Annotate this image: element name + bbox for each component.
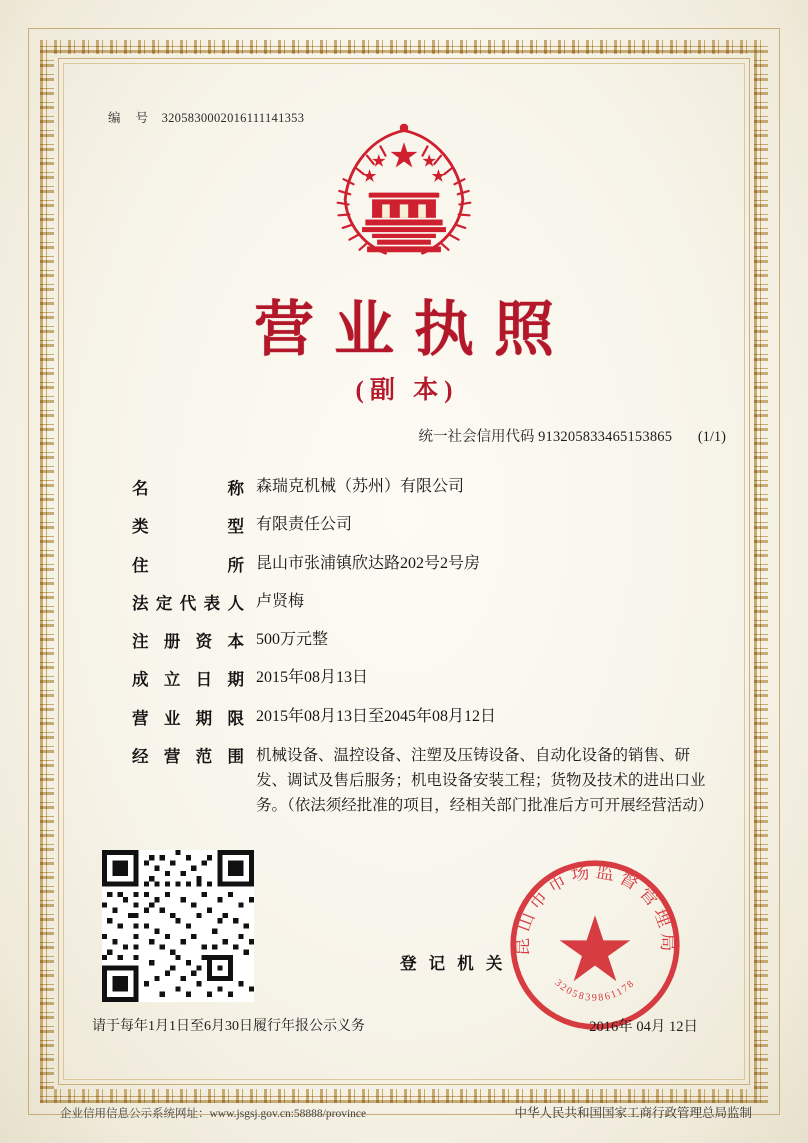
annual-report-notice: 请于每年1月1日至6月30日履行年报公示义务 <box>92 1019 365 1034</box>
field-row-term <box>132 705 714 730</box>
svg-text:3205839861178: 3205839861178 <box>552 977 638 1004</box>
field-label-type <box>132 513 244 537</box>
label-char: 本 <box>227 632 244 652</box>
page-title: 营业执照 <box>254 295 574 365</box>
official-seal <box>502 852 688 1038</box>
footer-issuer: 中华人民共和国国家工商行政管理总局监制 <box>514 1106 752 1120</box>
credit-code-label: 统一社会信用代码 <box>418 429 535 445</box>
page-indicator: (1/1) <box>697 429 726 445</box>
field-row-name <box>132 475 714 500</box>
field-label-legal-rep <box>132 590 244 614</box>
svg-text:昆山市市场监督管理局: 昆山市市场监督管理局 <box>511 861 679 957</box>
label-char: 表 <box>203 593 221 613</box>
field-row-type <box>132 513 714 538</box>
field-value-establish-date: 2015年08月13日 <box>256 669 369 687</box>
label-char: 营 <box>132 708 149 728</box>
page-subtitle: (副 本) <box>355 377 459 404</box>
label-char: 所 <box>227 555 244 575</box>
serial-number-line <box>108 108 304 126</box>
field-label-establish-date <box>132 666 244 690</box>
field-row-legal-rep <box>132 590 714 615</box>
license-fields <box>132 475 714 832</box>
field-value-address: 昆山市张浦镇欣达路202号2号房 <box>256 554 481 572</box>
field-row-establish-date <box>132 666 714 691</box>
label-char: 法 <box>132 593 149 613</box>
label-char: 营 <box>163 747 181 767</box>
label-char: 型 <box>227 517 244 537</box>
issue-date: 2016年 04月 12日 <box>589 1019 698 1035</box>
registrar-label: 登 记 机 关 <box>400 954 507 973</box>
field-value-name: 森瑞克机械（苏州）有限公司 <box>256 478 465 495</box>
field-row-address <box>132 552 714 577</box>
label-char: 经 <box>132 747 149 767</box>
document-content <box>70 70 738 1073</box>
label-char: 业 <box>163 708 181 728</box>
field-label-capital <box>132 628 244 652</box>
qr-code <box>102 850 254 1002</box>
label-char: 成 <box>132 670 149 690</box>
field-row-capital <box>132 628 714 653</box>
label-char: 名 <box>132 479 149 498</box>
label-char: 范 <box>195 747 213 767</box>
label-char: 期 <box>227 670 244 690</box>
label-char: 资 <box>195 632 213 652</box>
field-label-term <box>132 705 244 729</box>
label-char: 住 <box>132 555 149 575</box>
field-row-business-scope <box>132 743 714 818</box>
field-label-address <box>132 552 244 576</box>
national-emblem-icon <box>320 112 488 280</box>
label-char: 日 <box>195 670 213 690</box>
label-char: 代 <box>179 593 197 613</box>
field-label-business-scope <box>132 743 244 767</box>
credit-code-value: 913205833465153865 <box>538 429 673 445</box>
label-char: 称 <box>227 479 244 498</box>
field-value-type: 有限责任公司 <box>256 516 353 534</box>
label-char: 注 <box>132 632 149 652</box>
label-char: 立 <box>163 670 181 690</box>
serial-number-label: 编 号 <box>108 111 155 125</box>
field-value-business-scope: 机械设备、温控设备、注塑及压铸设备、自动化设备的销售、研发、调试及售后服务；机电设备安装工程；货物及技术的进出口业务。（依法须经批准的项目，经相关部门批准后方可开展经营活动） <box>256 747 714 815</box>
label-char: 人 <box>227 593 244 613</box>
serial-number-value: 3205830002016111141353 <box>161 111 305 125</box>
label-char: 期 <box>195 708 213 728</box>
field-value-legal-rep: 卢贤梅 <box>256 592 305 610</box>
field-value-capital: 500万元整 <box>256 631 329 649</box>
field-label-name <box>132 475 244 499</box>
label-char: 限 <box>227 708 244 728</box>
field-value-term: 2015年08月13日至2045年08月12日 <box>256 707 497 725</box>
footer-website: 企业信用信息公示系统网址：www.jsgsj.gov.cn:58888/province <box>60 1108 367 1120</box>
label-char: 册 <box>163 632 181 652</box>
label-char: 围 <box>227 747 244 767</box>
label-char: 定 <box>155 593 173 613</box>
credit-code-line <box>418 425 726 446</box>
label-char: 类 <box>132 517 149 537</box>
